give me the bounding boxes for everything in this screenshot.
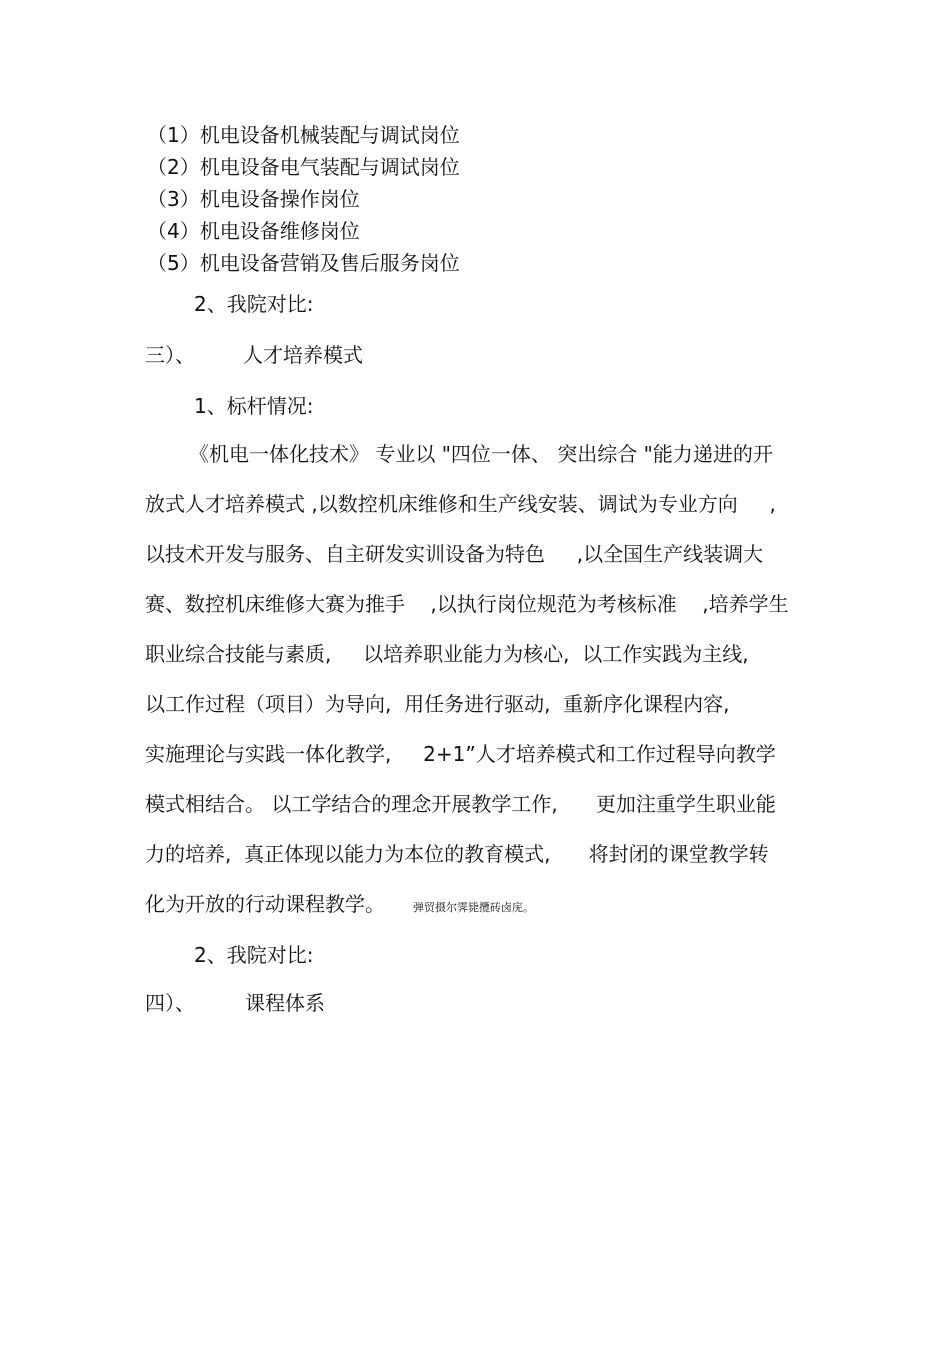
- paragraph-line-3: 以技术开发与服务、自主研发实训设备为特色 ,以全国生产线装调大: [145, 542, 764, 566]
- paragraph-line-4: 赛、数控机床维修大赛为推手 ,以执行岗位规范为考核标准 ,培养学生: [145, 592, 789, 616]
- list-item-3: （3）机电设备操作岗位: [147, 187, 360, 211]
- watermark-text: 弹贸摄尔霁毙攬砖卤庑。: [413, 901, 534, 914]
- section3-title: 人才培养模式: [243, 343, 363, 367]
- paragraph-line-6: 以工作过程（项目）为导向, 用任务进行驱动, 重新序化课程内容,: [145, 692, 730, 716]
- compare-heading-a: 2、我院对比:: [194, 292, 314, 316]
- compare-heading-b: 2、我院对比:: [194, 943, 314, 967]
- section4-number: 四）、: [145, 991, 195, 1015]
- list-item-1: （1）机电设备机械装配与调试岗位: [147, 123, 460, 147]
- paragraph-line-8: 模式相结合。 以工学结合的理念开展教学工作, 更加注重学生职业能: [145, 792, 776, 816]
- list-item-4: （4）机电设备维修岗位: [147, 219, 360, 243]
- paragraph-line-10: 化为开放的行动课程教学。: [145, 892, 385, 916]
- list-item-5: （5）机电设备营销及售后服务岗位: [147, 251, 460, 275]
- list-item-2: （2）机电设备电气装配与调试岗位: [147, 155, 460, 179]
- section3-number: 三）、: [145, 343, 195, 367]
- benchmark-heading: 1、标杆情况:: [194, 394, 314, 418]
- paragraph-line-9: 力的培养, 真正体现以能力为本位的教育模式, 将封闭的课堂教学转: [145, 842, 769, 866]
- paragraph-line-7: 实施理论与实践一体化教学, 2+1”人才培养模式和工作过程导向教学: [145, 742, 776, 766]
- paragraph-line-5: 职业综合技能与素质, 以培养职业能力为核心, 以工作实践为主线,: [145, 642, 749, 666]
- paragraph-line-1: 《机电一体化技术》 专业以 "四位一体、 突出综合 "能力递进的开: [189, 442, 773, 466]
- section4-title: 课程体系: [245, 991, 325, 1015]
- paragraph-line-2: 放式人才培养模式 ,以数控机床维修和生产线安装、调试为专业方向 ,: [145, 492, 776, 516]
